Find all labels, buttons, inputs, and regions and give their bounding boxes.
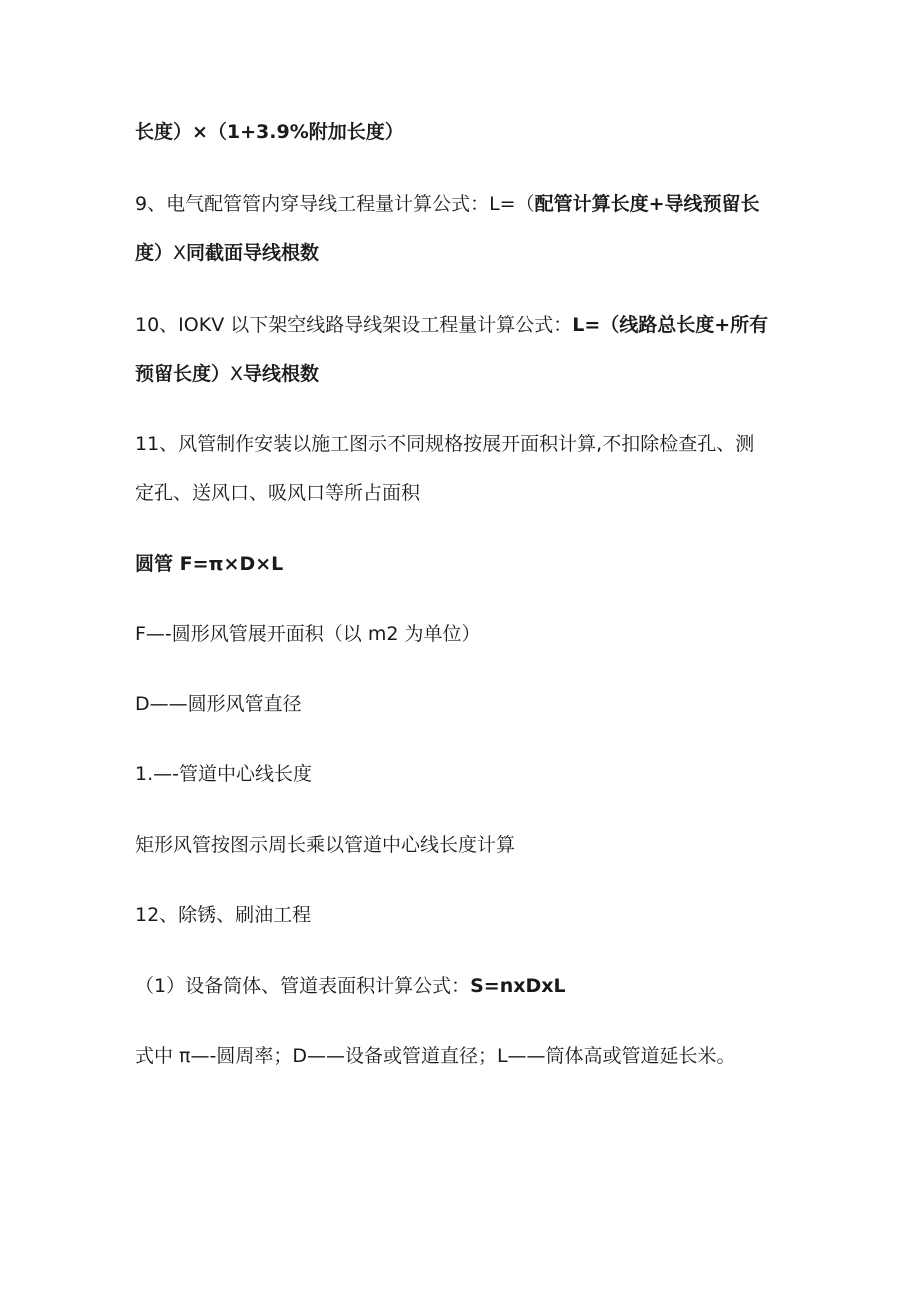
paragraph-12-1-text: （1）设备筒体、管道表面积计算公式： xyxy=(135,975,471,997)
paragraph-9-line-1 xyxy=(135,180,790,229)
definition-f xyxy=(135,610,790,659)
paragraph-top xyxy=(135,108,790,157)
paragraph-10-line-2 xyxy=(135,350,790,399)
definition-d-text: D——圆形风管直径 xyxy=(135,693,302,715)
paragraph-9-bold-2: 度） xyxy=(135,242,174,264)
paragraph-12-text: 12、除锈、刷油工程 xyxy=(135,904,312,926)
paragraph-11-line-2: 定孔、送风口、吸风口等所占面积 xyxy=(135,482,421,504)
text-top: 长度）×（1+3.9%附加长度） xyxy=(135,121,404,143)
paragraph-11 xyxy=(135,420,790,518)
definition-l xyxy=(135,750,790,799)
paragraph-9 xyxy=(135,180,790,278)
paragraph-9-x: X xyxy=(173,242,187,264)
definition-l-text: 1.—-管道中心线长度 xyxy=(135,763,312,785)
paragraph-10-text: 10、IOKV 以下架空线路导线架设工程量计算公式： xyxy=(135,314,573,336)
paragraph-10-line-1 xyxy=(135,301,790,350)
paragraph-9-text: 9、电气配管管内穿导线工程量计算公式：L=（ xyxy=(135,193,535,215)
paragraph-10 xyxy=(135,301,790,399)
formula-note-text: 式中 π—-圆周率；D——设备或管道直径；L——筒体高或管道延长米。 xyxy=(135,1045,736,1067)
paragraph-9-bold-3: 同截面导线根数 xyxy=(186,242,320,264)
paragraph-10-bold: L=（线路总长度+所有 xyxy=(572,314,769,336)
paragraph-10-x: X xyxy=(230,363,244,385)
paragraph-12-1 xyxy=(135,962,790,1011)
paragraph-12 xyxy=(135,891,790,940)
rect-pipe-text: 矩形风管按图示周长乘以管道中心线长度计算 xyxy=(135,834,516,856)
rect-pipe-rule xyxy=(135,821,790,870)
paragraph-10-bold-2: 预留长度） xyxy=(135,363,231,385)
round-pipe-formula xyxy=(135,540,790,589)
definition-f-text: F—-圆形风管展开面积（以 m2 为单位） xyxy=(135,623,481,645)
paragraph-12-1-formula: S=nxDxL xyxy=(470,975,566,997)
formula-note xyxy=(135,1032,790,1081)
round-pipe-text: 圆管 F=π×D×L xyxy=(135,553,284,575)
paragraph-9-line-2 xyxy=(135,229,790,278)
paragraph-9-bold: 配管计算长度+导线预留长 xyxy=(534,193,760,215)
paragraph-11-line-1: 11、风管制作安装以施工图示不同规格按展开面积计算,不扣除检查孔、测 xyxy=(135,433,755,455)
paragraph-10-bold-3: 导线根数 xyxy=(243,363,320,385)
definition-d xyxy=(135,680,790,729)
